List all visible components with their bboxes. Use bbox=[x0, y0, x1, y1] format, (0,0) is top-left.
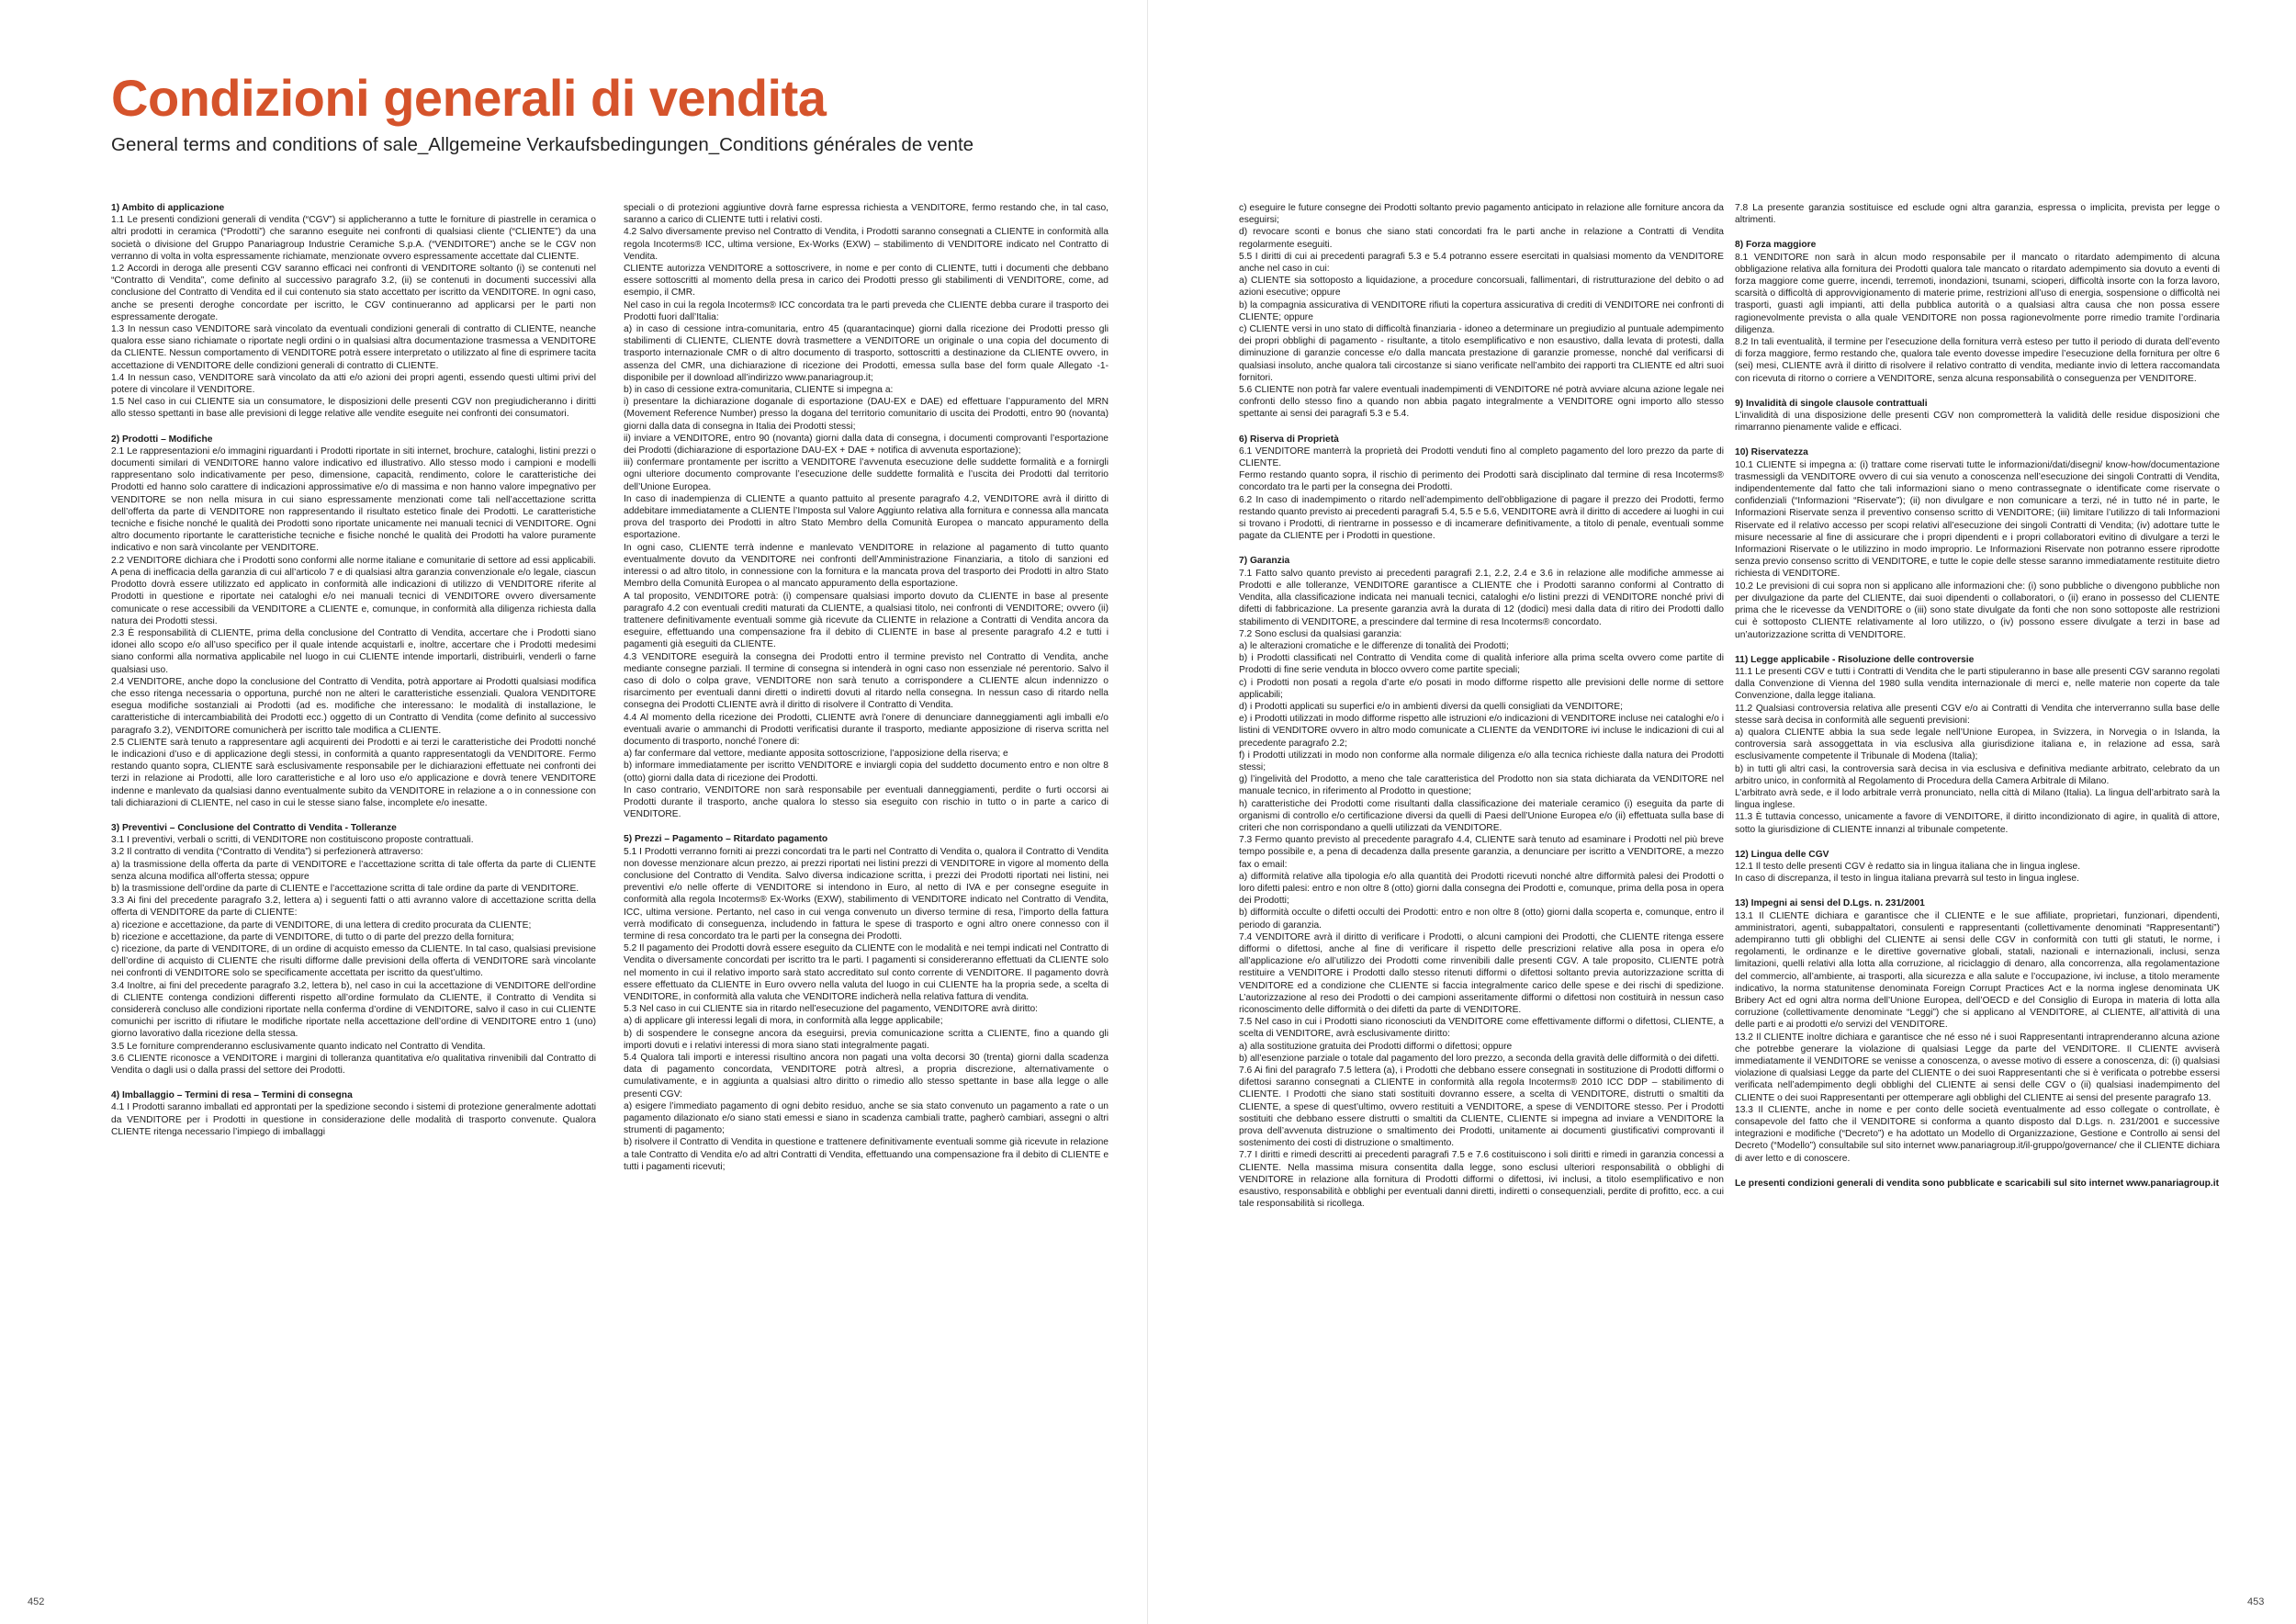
clause-paragraph: In caso di inadempienza di CLIENTE a quanto pattuito al presente paragrafo 4.2, VENDITORE avrà il diritto di addebitare immediatamente a CLIENTE l’Imposta sul Valore Aggiunto relativa alla fornitura e connessa alla mancata prova del trasporto dei Prodotti in altro Stato Membro della Comunità Europea o mancato appuramento della esportazione. bbox=[624, 493, 1109, 541]
section-heading: 2) Prodotti – Modifiche bbox=[111, 434, 213, 445]
page-number-right: 453 bbox=[2247, 1596, 2265, 1607]
clause-section bbox=[111, 202, 596, 421]
clause-paragraph: c) eseguire le future consegne dei Prodotti soltanto previo pagamento anticipato in relazione alle forniture ancora da eseguirsi; bbox=[1239, 203, 1724, 226]
clause-paragraph: d) revocare sconti e bonus che siano stati concordati fra le parti anche in relazione a Contratti di Vendita regolarmente eseguiti. bbox=[1239, 227, 1724, 250]
clause-paragraph: 3.1 I preventivi, verbali o scritti, di VENDITORE non costituiscono proposte contrattuali. bbox=[111, 835, 474, 846]
section-heading: 10) Riservatezza bbox=[1735, 447, 1808, 458]
clause-paragraph: 2.1 Le rappresentazioni e/o immagini riguardanti i Prodotti riportate in siti internet, brochure, cataloghi, listini prezzi o documenti similari di VENDITORE hanno valore indicativo ed illustrativo. Allo stesso modo i campioni e modelli rappresentano solo indicativamente per peso, dimensione, capacità, rendimento, colore le caratteristiche dei Prodotti ed hanno solo carattere di indicazioni approssimative e/o di massima e non hanno valore impegnativo per VENDITORE se non nella misura in cui siano espressamente menzionati come tali nell’accettazione scritta dell’offerta da parte di VENDITORE non rappresentando il risultato estetico finale dei Prodotti. Le caratteristiche tecniche e fisiche nonché le qualità dei Prodotti sono riportate unicamente nei manuali tecnici di VENDITORE. Ogni altro documento riportante le caratteristiche tecniche e fisiche nonché le qualità dei Prodotti ha valore puramente indicativo e non sarà vincolante per VENDITORE. bbox=[111, 445, 596, 554]
clause-paragraph: f) i Prodotti utilizzati in modo non conforme alla normale diligenza e/o alla tecnica richieste dalla natura dei Prodotti stessi; bbox=[1239, 750, 1724, 773]
clause-paragraph: 10.1 CLIENTE si impegna a: (i) trattare come riservati tutte le informazioni/dati/disegni/ know-how/documentazione trasmessigli da VENDITORE ovvero di cui sia venuto a conoscenza nell’esecuzione dei singoli Contratti di Vendita, indipendentemente dal fatto che tali informazioni siano o meno contrassegnate o identificate come riservate o confidenziali (“Informazioni “Riservate”); (ii) non divulgare e non comunicare a terzi, né in tutto né in parte, le Informazioni Riservate senza il preventivo consenso scritto di VENDITORE; (iii) limitare l’utilizzo di tali Informazioni Riservate ed il relativo accesso per scopi relativi all’esecuzione dei singoli Contratti di Vendita; (iv) adottare tutte le misure necessarie al fine di assicurare che i propri dipendenti e i propri collaboratori evitino di divulgare a terzi le Informazioni Riservate o le utilizzino in modo improprio. Le Informazioni Riservate non potranno essere riprodotte senza previo consenso scritto di VENDITORE, e tutte le copie delle stesse saranno immediatamente restituite dietro richiesta di VENDITORE. bbox=[1735, 459, 2220, 580]
section-heading: 9) Invalidità di singole clausole contrattuali bbox=[1735, 398, 1928, 409]
clause-paragraph: 2.5 CLIENTE sarà tenuto a rappresentare agli acquirenti dei Prodotti e ai terzi le caratteristiche dei Prodotti nonché le indicazioni d’uso e di applicazione degli stessi, in conformità a quanto rappresentatogli da VENDITORE. Fermo restando quanto sopra, CLIENTE sarà esclusivamente responsabile per le dichiarazioni effettuate nei confronti dei terzi in relazione ai Prodotti, alle loro caratteristiche e al loro uso e/o applicazione e dovrà tenere VENDITORE indenne e manlevato da qualsiasi danno eventualmente subito da VENDITORE in relazione a o in connessione con tali dichiarazioni di CLIENTE, nel caso in cui le stesse siano false, incomplete e/o inesatte. bbox=[111, 737, 596, 808]
document-title: Condizioni generali di vendita bbox=[111, 69, 827, 127]
clause-paragraph: 7.1 Fatto salvo quanto previsto ai precedenti paragrafi 2.1, 2.2, 2.4 e 3.6 in relazione alle modifiche ammesse ai Prodotti e alle tolleranze, VENDITORE garantisce a CLIENTE che i Prodotti saranno conformi al Contratto di Vendita, alla classificazione indicata nei manuali tecnici, cataloghi e/o listini prezzi di VENDITORE nonché privi di difetti di fabbricazione. La presente garanzia avrà la durata di 12 (dodici) mesi dalla data di ritiro dei Prodotti dallo stabilimento di VENDITORE, a prescindere dal termine di resa Incoterms® concordato. bbox=[1239, 568, 1724, 627]
closing-note: Le presenti condizioni generali di vendita sono pubblicate e scaricabili sul sito internet www.panariagroup.it bbox=[1735, 1178, 2220, 1189]
clause-paragraph: a) in caso di cessione intra-comunitaria, entro 45 (quarantacinque) giorni dalla ricezione dei Prodotti presso gli stabilimenti di CLIENTE, CLIENTE dovrà trasmettere a VENDITORE un originale o una copia del documento di trasporto internazionale CMR o di altro documento di trasporto, sottoscritti a destinazione da CLIENTE ovvero, in assenza del CMR, una dichiarazione di ricezione dei Prodotti, emessa sulla base del form quale Allegato -1- disponibile per il download all’indirizzo www.panariagroup.it; bbox=[624, 324, 1109, 383]
clause-paragraph: 7.5 Nel caso in cui i Prodotti siano riconosciuti da VENDITORE come effettivamente difformi o difettosi, CLIENTE, a scelta di VENDITORE, avrà esclusivamente diritto: bbox=[1239, 1017, 1724, 1040]
text-column-3 bbox=[1239, 202, 1724, 1557]
clause-paragraph: 1.1 Le presenti condizioni generali di vendita (“CGV”) si applicheranno a tutte le forniture di piastrelle in ceramica o altri prodotti in ceramica (“Prodotti”) che saranno eseguite nei confronti di qualsiasi cliente (“CLIENTE”) da una società o divisione del Gruppo Panariagroup Industrie Ceramiche S.p.A. (“VENDITORE”) anche se le CGV non verranno di volta in volta espressamente richiamate, menzionate ovvero espressamente accettate dal CLIENTE. bbox=[111, 215, 596, 262]
clause-paragraph: a) di applicare gli interessi legali di mora, in conformità alla legge applicabile; bbox=[624, 1016, 943, 1027]
clause-paragraph: d) i Prodotti applicati su superfici e/o in ambienti diversi da quelli consigliati da VENDITORE; bbox=[1239, 701, 1623, 712]
clause-paragraph: 5.2 Il pagamento dei Prodotti dovrà essere eseguito da CLIENTE con le modalità e nei tempi indicati nel Contratto di Vendita o diversamente concordati per iscritto tra le parti. I pagamenti si considereranno effettuati da CLIENTE solo nel momento in cui il relativo importo sarà stato accreditato sul conto corrente di VENDITORE. Il pagamento dovrà essere effettuato da CLIENTE in Euro ovvero nella valuta del luogo in cui CLIENTE ha la propria sede, a scelta di VENDITORE, in conformità alla valuta che VENDITORE indicherà nella relativa fattura di vendita. bbox=[624, 943, 1109, 1002]
clause-paragraph: 11.2 Qualsiasi controversia relativa alle presenti CGV e/o ai Contratti di Vendita che interverranno sulla base delle stesse sarà decisa in conformità alle seguenti previsioni: bbox=[1735, 703, 2220, 726]
clause-paragraph: 4.3 VENDITORE eseguirà la consegna dei Prodotti entro il termine previsto nel Contratto di Vendita, anche mediante consegne parziali. Il termine di consegna si intenderà in ogni caso non essenziale né perentorio. Salvo il caso di dolo o colpa grave, VENDITORE non sarà tenuto a corrispondere a CLIENTE alcun indennizzo o risarcimento per eventuali danni diretti o indiretti dovuti al ritardo nella consegna. In nessun caso di ritardo nella consegna dei Prodotti CLIENTE avrà il diritto di risolvere il Contratto di Vendita. bbox=[624, 651, 1109, 711]
clause-paragraph: 13.2 Il CLIENTE inoltre dichiara e garantisce che né esso né i suoi Rappresentanti intraprenderanno alcuna azione che potrebbe generare la violazione di qualsiasi Legge da parte del VENDITORE. Il CLIENTE avviserà immediatamente il VENDITORE se venisse a conoscenza, o avesse motivo di essere a conoscenza, di: (i) qualsiasi violazione di qualsiasi Legge da parte del CLIENTE o dei suoi Rappresentanti che si è verificata o potrebbe essersi verificata nell’adempimento degli obblighi del CLIENTE ai sensi delle CGV o (ii) qualsiasi inadempimento del CLIENTE o dei suoi Rappresentanti per ottemperare agli obblighi del CLIENTE ai sensi del presente paragrafo 13. bbox=[1735, 1032, 2220, 1103]
clause-section bbox=[111, 1089, 596, 1138]
section-heading: 1) Ambito di applicazione bbox=[111, 203, 225, 213]
clause-paragraph: iii) confermare prontamente per iscritto a VENDITORE l’avvenuta esecuzione delle suddette formalità e a fornirgli ogni ulteriore documento comprovante l’esecuzione delle suddette formalità e l’uscita dei Prodotti dal territorio dell’Unione Europea. bbox=[624, 457, 1109, 492]
clause-paragraph: a) esigere l’immediato pagamento di ogni debito residuo, anche se sia stato convenuto un pagamento a rate o un pagamento dilazionato e/o siano stati emessi e siano in scadenza cambiali tratte, pagherò cambiari, assegni o altri strumenti di pagamento; bbox=[624, 1100, 1109, 1136]
clause-paragraph: 4.1 I Prodotti saranno imballati ed approntati per la spedizione secondo i sistemi di protezione generalmente adottati da VENDITORE per i Prodotti in questione in considerazione delle modalità di trasporto convenute. Qualora CLIENTE ritenga necessario l’impiego di imballaggi bbox=[111, 1102, 596, 1137]
clause-paragraph: b) di sospendere le consegne ancora da eseguirsi, previa comunicazione scritta a CLIENTE, fino a quando gli importi dovuti e i relativi interessi di mora siano stati integralmente pagati. bbox=[624, 1028, 1109, 1051]
clause-section bbox=[111, 434, 596, 809]
clause-paragraph: a) CLIENTE sia sottoposto a liquidazione, a procedure concorsuali, fallimentari, di ristrutturazione del debito o ad azioni esecutive; oppure bbox=[1239, 276, 1724, 299]
clause-paragraph: speciali o di protezioni aggiuntive dovrà farne espressa richiesta a VENDITORE, fermo restando che, in tal caso, saranno a carico di CLIENTE tutti i relativi costi. bbox=[624, 203, 1109, 226]
clause-paragraph: 5.5 I diritti di cui ai precedenti paragrafi 5.3 e 5.4 potranno essere esercitati in qualsiasi momento da VENDITORE anche nel caso in cui: bbox=[1239, 251, 1724, 275]
clause-section bbox=[1735, 239, 2220, 384]
clause-paragraph: 4.4 Al momento della ricezione dei Prodotti, CLIENTE avrà l’onere di denunciare danneggiamenti agli imballi e/o eventuali avarie o ammanchi di Prodotti verificatisi durante il trasporto, mediante apposizione di riserva scritta nel documento di trasporto, nonché l’onere di: bbox=[624, 712, 1109, 747]
clause-section bbox=[1239, 434, 1724, 543]
clause-paragraph: b) all’esenzione parziale o totale dal pagamento del loro prezzo, a seconda della gravità delle difformità o dei difetti. bbox=[1239, 1053, 1719, 1064]
clause-paragraph: 6.1 VENDITORE manterrà la proprietà dei Prodotti venduti fino al completo pagamento del loro prezzo da parte di CLIENTE. bbox=[1239, 445, 1724, 469]
clause-paragraph: Fermo restando quanto sopra, il rischio di perimento dei Prodotti sarà disciplinato dal termine di resa Incoterms® concordato tra le parti per la consegna dei Prodotti. bbox=[1239, 470, 1724, 493]
clause-paragraph: a) far confermare dal vettore, mediante apposita sottoscrizione, l’apposizione della riserva; e bbox=[624, 749, 1008, 760]
clause-section bbox=[1735, 202, 2220, 226]
clause-paragraph: b) informare immediatamente per iscritto VENDITORE e inviargli copia del suddetto documento entro e non oltre 8 (otto) giorni dalla data di ricezione dei Prodotti. bbox=[624, 761, 1109, 784]
section-heading: 3) Preventivi – Conclusione del Contratto di Vendita - Tolleranze bbox=[111, 822, 397, 833]
clause-paragraph: In caso contrario, VENDITORE non sarà responsabile per eventuali danneggiamenti, perdite o furti occorsi ai Prodotti durante il trasporto, anche qualora lo stesso sia eseguito con rischio in tutto o in parte a carico di VENDITORE. bbox=[624, 784, 1109, 820]
text-column-2 bbox=[624, 202, 1109, 1557]
clause-paragraph: ii) inviare a VENDITORE, entro 90 (novanta) giorni dalla data di consegna, i documenti comprovanti l’esportazione dei Prodotti (dichiarazione di esportazione DAU-EX + DAE + notifica di avvenuta esportazione); bbox=[624, 433, 1109, 457]
clause-paragraph: g) l’ingelività del Prodotto, a meno che tale caratteristica del Prodotto non sia stata dichiarata da VENDITORE nel manuale tecnico, in riferimento al Prodotto in questione; bbox=[1239, 774, 1724, 797]
clause-paragraph: 5.4 Qualora tali importi e interessi risultino ancora non pagati una volta decorsi 30 (trenta) giorni dalla scadenza data di pagamento concordata, VENDITORE potrà altresì, a propria discrezione, alternativamente o cumulativamente, e in aggiunta a qualsiasi altro diritto o rimedio allo stesso spettante in base alla legge o alle presenti CGV: bbox=[624, 1053, 1109, 1100]
clause-paragraph: 7.3 Fermo quanto previsto al precedente paragrafo 4.4, CLIENTE sarà tenuto ad esaminare i Prodotti nel più breve tempo possibile e, a pena di decadenza dalla presente garanzia, a denunciare per iscritto a VENDITORE, a mezzo fax o email: bbox=[1239, 835, 1724, 870]
clause-paragraph: 8.2 In tali eventualità, il termine per l’esecuzione della fornitura verrà esteso per tutto il periodo di durata dell’evento di forza maggiore, fermo restando che, qualora tale evento dovesse impedire l’esecuzione della fornitura per oltre 6 (sei) mesi, CLIENTE avrà il diritto di risolvere il relativo contratto di vendita, mediante invio di lettera raccomandata con ricevuta di ritorno o corriere a VENDITORE, senza alcuna responsabilità o conseguenza per VENDITORE. bbox=[1735, 337, 2220, 384]
clause-paragraph: c) ricezione, da parte di VENDITORE, di un ordine di acquisto emesso da CLIENTE. In tal caso, qualsiasi previsione dell’ordine di acquisto di CLIENTE che risulti difforme dalle previsioni della offerta di VENDITORE sarà vincolante nei confronti di VENDITORE solo se specificamente accettata per iscritto da quest’ultimo. bbox=[111, 943, 596, 979]
clause-paragraph: b) ricezione e accettazione, da parte di VENDITORE, di tutto o di parte del prezzo della fornitura; bbox=[111, 931, 514, 942]
clause-paragraph: e) i Prodotti utilizzati in modo difforme rispetto alle istruzioni e/o indicazioni di VENDITORE incluse nei cataloghi e/o i listini di VENDITORE ovvero in altro modo comunicate a CLIENTE da VENDITORE ivi incluse le indicazioni di cui al precedente paragrafo 2.2; bbox=[1239, 714, 1724, 749]
clause-section bbox=[1239, 202, 1724, 421]
clause-paragraph: 3.5 Le forniture comprenderanno esclusivamente quanto indicato nel Contratto di Vendita. bbox=[111, 1041, 486, 1052]
document-subtitle: General terms and conditions of sale_Allgemeine Verkaufsbedingungen_Conditions générales de vente bbox=[111, 134, 974, 155]
clause-paragraph: 13.1 Il CLIENTE dichiara e garantisce che il CLIENTE e le sue affiliate, proprietari, funzionari, dipendenti, amministratori, agenti, subappaltatori, consulenti e rappresentanti (collettivamente denominati “Rappresentanti”) adempiranno tutti gli obblighi del CLIENTE ai sensi delle CGV in conformità con tutti gli statuti, le norme, i regolamenti, le ordinanze e le direttive governative globali, statali, nazionali e internazionali, inclusi, senza limitazioni, quelli relativi alla lotta alla corruzione, al riciclaggio di denaro, alla concorrenza, alla regolamentazione del commercio, all’ambiente, ai trasporti, alla sicurezza e alla salute e l’occupazione, ivi incluse, a titolo meramente indicativo, la norma statunitense denominata Foreign Corrupt Practices Act e la norma inglese denominata UK Bribery Act ed ogni altra norma dell’Unione Europea, dell’OECD e del Consiglio di Europa in materia di lotta alla corruzione (collettivamente denominate “Leggi”) che si applicano al VENDITORE, al CLIENTE, all’attività di una delle parti e ai prodotti e/o servizi del VENDITORE. bbox=[1735, 910, 2220, 1031]
clause-paragraph: b) in caso di cessione extra-comunitaria, CLIENTE si impegna a: bbox=[624, 385, 894, 396]
clause-section bbox=[1735, 446, 2220, 640]
clause-paragraph: 1.5 Nel caso in cui CLIENTE sia un consumatore, le disposizioni delle presenti CGV non pregiudicheranno i diritti allo stesso spettanti in base alle previsioni di legge relative alle vendite eseguite nei confronti dei consumatori. bbox=[111, 397, 596, 420]
clause-paragraph: 7.7 I diritti e rimedi descritti ai precedenti paragrafi 7.5 e 7.6 costituiscono i soli diritti e rimedi in garanzia concessi a CLIENTE. Nella massima misura consentita dalla legge, sono esclusi ulteriori responsabilità o obblighi di VENDITORE in relazione alla fornitura di Prodotti difformi o difettosi, ivi inclusi, a titolo esemplificativo e non esaustivo, responsabilità e obblighi per eventuali danni diretti, indiretti o consequenziali, perdite di profitto, ecc. a cui tale responsabilità si ricollega. bbox=[1239, 1150, 1724, 1210]
clause-paragraph: 7.8 La presente garanzia sostituisce ed esclude ogni altra garanzia, espressa o implicita, prevista per legge o altrimenti. bbox=[1735, 203, 2220, 226]
clause-paragraph: 3.4 Inoltre, ai fini del precedente paragrafo 3.2, lettera b), nel caso in cui la accettazione di VENDITORE dell’ordine di CLIENTE contenga condizioni differenti rispetto all’ordine formulato da CLIENTE, il Contratto di Vendita si considererà concluso alle condizioni riportate nella conferma d’ordine di VENDITORE, salvo il caso in cui CLIENTE comunichi per iscritto di rifiutare le modifiche riportate nella accettazione dell’ordine di VENDITORE entro 1 (uno) giorno lavorativo dalla ricezione della stessa. bbox=[111, 980, 596, 1040]
clause-paragraph: 3.2 Il contratto di vendita (“Contratto di Vendita”) si perfezionerà attraverso: bbox=[111, 847, 423, 858]
clause-paragraph: b) i Prodotti classificati nel Contratto di Vendita come di qualità inferiore alla prima scelta ovvero come partite di Prodotti di fine serie venduta in blocco ovvero come partite speciali; bbox=[1239, 653, 1724, 676]
clause-paragraph: b) in tutti gli altri casi, la controversia sarà decisa in via esclusiva e definitiva mediante arbitrato, celebrato da un arbitro unico, in conformità al Regolamento di Procedura della Camera Arbitrale di Milano. bbox=[1735, 763, 2220, 786]
page-number-left: 452 bbox=[28, 1596, 45, 1607]
clause-paragraph: 2.4 VENDITORE, anche dopo la conclusione del Contratto di Vendita, potrà apportare ai Prodotti qualsiasi modifica che esso ritenga necessaria o opportuna, purché non ne alteri le caratteristiche essenziali. Qualora VENDITORE esegua modifiche sostanziali ai Prodotti (ad es. modifiche che interessano: le modalità di installazione, le caratteristiche di intercambiabilità dei Prodotti ecc.) oggetto di un Contratto di Vendita (come definito al successivo paragrafo 3.2), VENDITORE comunicherà per iscritto tale modifica a CLIENTE. bbox=[111, 676, 596, 736]
clause-paragraph: 1.4 In nessun caso, VENDITORE sarà vincolato da atti e/o azioni dei propri agenti, essendo questi ultimi privi del potere di vincolare il VENDITORE. bbox=[111, 372, 596, 396]
clause-paragraph: L’invalidità di una disposizione delle presenti CGV non comprometterà la validità delle residue disposizioni che rimarranno pienamente valide e efficaci. bbox=[1735, 411, 2220, 434]
clause-paragraph: 11.3 È tuttavia concesso, unicamente a favore di VENDITORE, il diritto incondizionato di agire, in qualità di attore, sotto la giurisdizione di CLIENTE innanzi al tribunale competente. bbox=[1735, 812, 2220, 835]
section-heading: 6) Riserva di Proprietà bbox=[1239, 434, 1339, 445]
clause-paragraph: b) difformità occulte o difetti occulti dei Prodotti: entro e non oltre 8 (otto) giorni dalla scoperta e, comunque, entro il periodo di garanzia. bbox=[1239, 908, 1724, 930]
section-heading: 4) Imballaggio – Termini di resa – Termini di consegna bbox=[111, 1090, 353, 1101]
clause-paragraph: 13.3 Il CLIENTE, anche in nome e per conto delle società eventualmente ad esso collegate o controllate, è consapevole del fatto che il VENDITORE si conforma a quanto disposto dal D.Lgs. n. 231/2001 e successive integrazioni e modifiche (“Decreto”) e ha adottato un Modello di Organizzazione, Gestione e Controllo ai sensi del Decreto (“Modello”) consultabile sul sito internet www.panariagroup.it/il-gruppo/governance/ che il CLIENTE dichiara di aver letto e di conoscere. bbox=[1735, 1104, 2220, 1164]
clause-paragraph: 3.6 CLIENTE riconosce a VENDITORE i margini di tolleranza quantitativa e/o qualitativa rinvenibili dal Contratto di Vendita o dagli usi o dalla prassi del settore dei Prodotti. bbox=[111, 1053, 596, 1077]
clause-paragraph: h) caratteristiche dei Prodotti come risultanti dalla classificazione dei materiale ceramico (i) eseguita da parte di organismi di controllo e/o certificazione diversi da quelli di Paesi dell’Unione Europea e/o (ii) effettuata sulla base di criteri che non corrispondano a quelli utilizzati da VENDITORE. bbox=[1239, 798, 1724, 833]
clause-paragraph: A tal proposito, VENDITORE potrà: (i) compensare qualsiasi importo dovuto da CLIENTE in base al presente paragrafo 4.2 con eventuali crediti maturati da CLIENTE, a qualsiasi titolo, nei confronti di VENDITORE; ovvero (ii) trattenere definitivamente eventuali somme già ricevute da CLIENTE in relazione a Contratti di Vendita ancora da eseguire, effettuando una compensazione fra il debito di CLIENTE in base al presente paragrafo 4.2 e tutti i pagamenti già eseguiti da CLIENTE. bbox=[624, 591, 1109, 650]
section-heading: 8) Forza maggiore bbox=[1735, 240, 1817, 251]
clause-paragraph: 2.2 VENDITORE dichiara che i Prodotti sono conformi alle norme italiane e comunitarie di settore ad essi applicabili. A pena di inefficacia della garanzia di cui all’articolo 7 e di qualsiasi altra garanzia convenzionale e/o legale, ciascun Prodotto dovrà essere utilizzato ed applicato in conformità alle indicazioni di utilizzo di VENDITORE riferite al Prodotti in questione e riportate nei cataloghi e/o nei manuali tecnici di VENDITORE ovvero diversamente comunicate o rese accessibili da VENDITORE a CLIENTE e, comunque, in conformità alla diligenza richiesta dalla natura dei Prodotti stessi. bbox=[111, 555, 596, 626]
clause-paragraph: a) la trasmissione della offerta da parte di VENDITORE e l’accettazione scritta di tale offerta da parte di CLIENTE senza alcuna modifica all’offerta stessa; oppure bbox=[111, 859, 596, 882]
clause-section bbox=[1735, 849, 2220, 885]
clause-paragraph: 7.6 Ai fini del paragrafo 7.5 lettera (a), i Prodotti che debbano essere consegnati in sostituzione di Prodotti difformi o difettosi saranno consegnati a CLIENTE in conformità alla regola Incoterms® 2010 ICC DDP – stabilimento di CLIENTE. I Prodotti che siano stati sostituiti dovranno essere, a scelta di VENDITORE, distrutti o smaltiti da CLIENTE, a spese di quest’ultimo, ovvero restituiti a VENDITORE, a spese di VENDITORE stesso. Per i Prodotti sostituiti che debbano essere distrutti o smaltiti da CLIENTE, CLIENTE si impegna ad inviare a VENDITORE la prova dell’avvenuta distruzione o smaltimento dei Prodotti, unitamente ai documenti giustificativi comprovanti il sostenimento dei costi di distruzione o smaltimento. bbox=[1239, 1066, 1724, 1149]
clause-paragraph: i) presentare la dichiarazione doganale di esportazione (DAU-EX e DAE) ed effettuare l’appuramento del MRN (Movement Reference Number) presso la dogana del territorio comunitario di uscita dei Prodotti, entro 90 (novanta) giorni dalla data di consegna in Italia dei Prodotti stessi; bbox=[624, 397, 1109, 432]
section-heading: 11) Legge applicabile - Risoluzione delle controversie bbox=[1735, 654, 1975, 665]
clause-paragraph: a) alla sostituzione gratuita dei Prodotti difformi o difettosi; oppure bbox=[1239, 1041, 1513, 1052]
clause-paragraph: 5.6 CLIENTE non potrà far valere eventuali inadempimenti di VENDITORE né potrà avviare alcuna azione legale nei confronti dello stesso fino a quando non abbia pagato integralmente a VENDITORE ogni importo allo stesso spettante ai sensi dei paragrafi 5.3 e 5.4. bbox=[1239, 385, 1724, 420]
clause-paragraph: a) qualora CLIENTE abbia la sua sede legale nell’Unione Europea, in Svizzera, in Norvegia o in Islanda, la controversia sarà assoggettata in via esclusiva alla giurisdizione italiana e, in relazione ad essa, sarà esclusivamente competente il Tribunale di Modena (Italia); bbox=[1735, 727, 2220, 762]
clause-section bbox=[1735, 654, 2220, 836]
clause-section bbox=[1735, 398, 2220, 434]
clause-paragraph: b) risolvere il Contratto di Vendita in questione e trattenere definitivamente eventuali somme già ricevute in relazione a tale Contratto di Vendita e/o ad altri Contratti di Vendita, effettuando una compensazione fra il debito di CLIENTE e tutti i pagamenti ricevuti; bbox=[624, 1137, 1109, 1172]
clause-section bbox=[1239, 555, 1724, 1210]
clause-section bbox=[624, 833, 1109, 1173]
clause-paragraph: a) le alterazioni cromatiche e le differenze di tonalità dei Prodotti; bbox=[1239, 640, 1509, 651]
clause-paragraph: a) difformità relative alla tipologia e/o alla quantità dei Prodotti ricevuti nonché altre difformità palesi dei Prodotti o loro difetti palesi: entro e non oltre 8 (otto) giorni dalla consegna dei Prodotti e, comunque, prima della posa in opera dei Prodotti; bbox=[1239, 871, 1724, 907]
clause-paragraph: 10.2 Le previsioni di cui sopra non si applicano alle informazioni che: (i) sono pubbliche o divengono pubbliche non per divulgazione da parte del CLIENTE, dai suoi dipendenti o collaboratori, o (ii) erano in possesso del CLIENTE prima che le ricevesse da VENDITORE o (iii) sono state divulgate da fonti che non sono sottoposte alle restrizioni cui è sottoposto CLIENTE relativamente al loro utilizzo, o (iv) possono essere divulgate a terzi in base ad un’autorizzazione scritta di VENDITORE. bbox=[1735, 581, 2220, 640]
clause-paragraph: c) CLIENTE versi in uno stato di difficoltà finanziaria - idoneo a determinare un pregiudizio al puntuale adempimento dei propri obblighi di pagamento - risultante, a titolo esemplificativo e non esaustivo, dalla levata di protesti, dalla diminuzione di garanzie concesse e/o dalla mancata prestazione di garanzie promesse, nonché dal verificarsi di qualsiasi insoluto, anche qualora tali circostanze si siano verificate nell’ambito dei rapporti tra CLIENTE ed altri suoi fornitori. bbox=[1239, 324, 1724, 383]
clause-paragraph: 1.3 In nessun caso VENDITORE sarà vincolato da eventuali condizioni generali di contratto di CLIENTE, neanche qualora esse siano richiamate o riportate negli ordini o in qualsiasi altra documentazione trasmessa a VENDITORE da CLIENTE. Nessun comportamento di VENDITORE potrà essere interpretato o utilizzato al fine di esprimere tacita accettazione di VENDITORE delle condizioni generali di contratto di CLIENTE. bbox=[111, 324, 596, 371]
clause-paragraph: 12.1 Il testo delle presenti CGV è redatto sia in lingua italiana che in lingua inglese. bbox=[1735, 861, 2081, 872]
clause-paragraph: 11.1 Le presenti CGV e tutti i Contratti di Vendita che le parti stipuleranno in base alle presenti CGV saranno regolati dalla Convenzione di Vienna del 1980 sulla vendita internazionale di merci e, nelle materie non coperte da tale Convenzione, dalla legge italiana. bbox=[1735, 666, 2220, 702]
section-heading: 7) Garanzia bbox=[1239, 556, 1290, 567]
clause-paragraph: 5.3 Nel caso in cui CLIENTE sia in ritardo nell’esecuzione del pagamento, VENDITORE avrà diritto: bbox=[624, 1004, 1039, 1015]
clause-paragraph: Nel caso in cui la regola Incoterms® ICC concordata tra le parti preveda che CLIENTE debba curare il trasporto dei Prodotti fuori dall’Italia: bbox=[624, 299, 1109, 322]
clause-paragraph: 4.2 Salvo diversamente previso nel Contratto di Vendita, i Prodotti saranno consegnati a CLIENTE in conformità alla regola Incoterms® ICC, ultima versione, Ex-Works (EXW) – stabilimento di VENDITORE indicato nel Contratto di Vendita. bbox=[624, 227, 1109, 262]
clause-paragraph: 3.3 Ai fini del precedente paragrafo 3.2, lettera a) i seguenti fatti o atti avranno valore di accettazione scritta della offerta di VENDITORE da parte di CLIENTE: bbox=[111, 896, 596, 919]
clause-section bbox=[624, 202, 1109, 820]
clause-paragraph: 7.2 Sono esclusi da qualsiasi garanzia: bbox=[1239, 628, 1402, 639]
clause-paragraph: CLIENTE autorizza VENDITORE a sottoscrivere, in nome e per conto di CLIENTE, tutti i documenti che debbano essere sottoscritti al momento della presa in carico dei Prodotti presso gli stabilimenti di VENDITORE, come, ad esempio, il CMR. bbox=[624, 264, 1109, 299]
clause-paragraph: 5.1 I Prodotti verranno forniti ai prezzi concordati tra le parti nel Contratto di Vendita o, qualora il Contratto di Vendita non dovesse menzionare alcun prezzo, ai prezzi riportati nei listini prezzi di VENDITORE in vigore al momento della conclusione del Contratto di Vendita. Salvo diversa indicazione scritta, i prezzi dei Prodotti riportati nei listini, nei preventivi e/o nelle offerte di VENDITORE si intendono in Euro, al netto di IVA e per consegne eseguite in conformità alla regola Incoterms® Ex-Works (EXW), stabilimento di VENDITORE indicato nel Contratto di Vendita, ICC, ultima versione. Pertanto, nel caso in cui venga convenuto un diverso termine di resa, l’importo della fattura verrà modificato di conseguenza, includendo in fattura le spese di trasporto e ogni altro onere connesso con il termine di resa concordato tra le parti per la consegna dei Prodotti. bbox=[624, 846, 1109, 942]
clause-paragraph: 1.2 Accordi in deroga alle presenti CGV saranno efficaci nei confronti di VENDITORE soltanto (i) se contenuti nel “Contratto di Vendita”, come definito al successivo paragrafo 3.2, (ii) se contenuti in documenti successivi alla conclusione del Contratto di Vendita ed il cui contenuto sia stato accettato per iscritto da VENDITORE. In ogni caso, anche se presenti deroghe concordate per iscritto, le CGV continueranno ad applicarsi per le parti non espressamente derogate. bbox=[111, 264, 596, 322]
text-column-4 bbox=[1735, 202, 2220, 1557]
clause-paragraph: In caso di discrepanza, il testo in lingua italiana prevarrà sul testo in lingua inglese. bbox=[1735, 874, 2079, 885]
clause-paragraph: In ogni caso, CLIENTE terrà indenne e manlevato VENDITORE in relazione al pagamento di tutto quanto eventualmente dovuto da VENDITORE nei confronti dell’Amministrazione Finanziaria, a titolo di sanzioni ed interessi o ad altro titolo, in connessione con la fornitura e la mancata prova del trasporto dei Prodotti in altro Stato Membro della Comunità Europea o al mancato appuramento della esportazione. bbox=[624, 542, 1109, 590]
clause-paragraph: c) i Prodotti non posati a regola d’arte e/o posati in modo difforme rispetto alle previsioni delle norme di settore applicabili; bbox=[1239, 677, 1724, 700]
clause-paragraph: b) la trasmissione dell’ordine da parte di CLIENTE e l’accettazione scritta di tale ordine da parte di VENDITORE. bbox=[111, 883, 580, 894]
clause-section bbox=[1735, 897, 2220, 1164]
clause-paragraph: 6.2 In caso di inadempimento o ritardo nell’adempimento dell’obbligazione di pagare il prezzo dei Prodotti, fermo restando quanto previsto ai precedenti paragrafi 5.4, 5.5 e 5.6, VENDITORE avrà il diritto di accedere ai luoghi in cui si trovano i Prodotti, di rientrarne in possesso e di incamerare definitivamente, a titolo di penale, eventuali somme pagate da CLIENTE per i Prodotti in questione. bbox=[1239, 494, 1724, 542]
section-heading: 5) Prezzi – Pagamento – Ritardato pagamento bbox=[624, 834, 828, 845]
clause-paragraph: L’arbitrato avrà sede, e il lodo arbitrale verrà pronunciato, nella città di Milano (Italia). La lingua dell’arbitrato sarà la lingua inglese. bbox=[1735, 787, 2220, 811]
page-gutter bbox=[1147, 0, 1148, 1624]
clause-paragraph: 8.1 VENDITORE non sarà in alcun modo responsabile per il mancato o ritardato adempimento di alcuna obbligazione relativa alla fornitura dei Prodotti qualora tale mancato o ritardato adempimento sia dovuto a eventi di forza maggiore come guerre, incendi, terremoti, inondazioni, tsunami, scioperi, difficoltà insorte con la forza lavoro, scarsità o difficoltà di approvvigionamento di materie prime, restrizioni all’uso di energia, sospensione o difficoltà nei trasporti, guasti agli impianti, atti della pubblica autorità o a qualsiasi altra causa che non possa essere ragionevolmente prevista o alla quale VENDITORE non possa ragionevolmente porre rimedio tramite l’ordinaria diligenza. bbox=[1735, 252, 2220, 335]
text-column-1 bbox=[111, 202, 596, 1557]
clause-paragraph: a) ricezione e accettazione, da parte di VENDITORE, di una lettera di credito procurata da CLIENTE; bbox=[111, 919, 532, 930]
clause-section bbox=[111, 822, 596, 1077]
section-heading: 13) Impegni ai sensi del D.Lgs. n. 231/2001 bbox=[1735, 898, 1925, 909]
section-heading: 12) Lingua delle CGV bbox=[1735, 849, 1829, 860]
clause-paragraph: b) la compagnia assicurativa di VENDITORE rifiuti la copertura assicurativa di crediti di VENDITORE nei confronti di CLIENTE; oppure bbox=[1239, 299, 1724, 322]
clause-paragraph: 2.3 È responsabilità di CLIENTE, prima della conclusione del Contratto di Vendita, accertare che i Prodotti siano idonei allo scopo e/o all’uso specifico per il quale intende acquistarli e, inoltre, accertare che i Prodotti medesimi siano conformi alla normativa applicabile nel luogo in cui CLIENTE intende importarli, distribuirli, venderli o farne qualsiasi uso. bbox=[111, 627, 596, 675]
clause-paragraph: 7.4 VENDITORE avrà il diritto di verificare i Prodotti, o alcuni campioni dei Prodotti, che CLIENTE ritenga essere difformi o difettosi, anche al fine di verificare il rispetto delle prescrizioni relative alla posa in opera e/o all’applicazione e/o all’utilizzo dei Prodotti come rinvenibili dalle presenti CGV. A tale proposito, CLIENTE potrà restituire a VENDITORE i Prodotti dallo stesso ritenuti difformi o difettosi soltanto previa autorizzazione scritta di VENDITORE ed a condizione che CLIENTE si faccia integralmente carico delle spese e dei rischi di spedizione. L’autorizzazione al reso dei Prodotti o dei campioni asseritamente difformi o difettosi non costituirà in nessun caso riconoscimento delle difformità o dei difetti da parte di VENDITORE. bbox=[1239, 931, 1724, 1015]
